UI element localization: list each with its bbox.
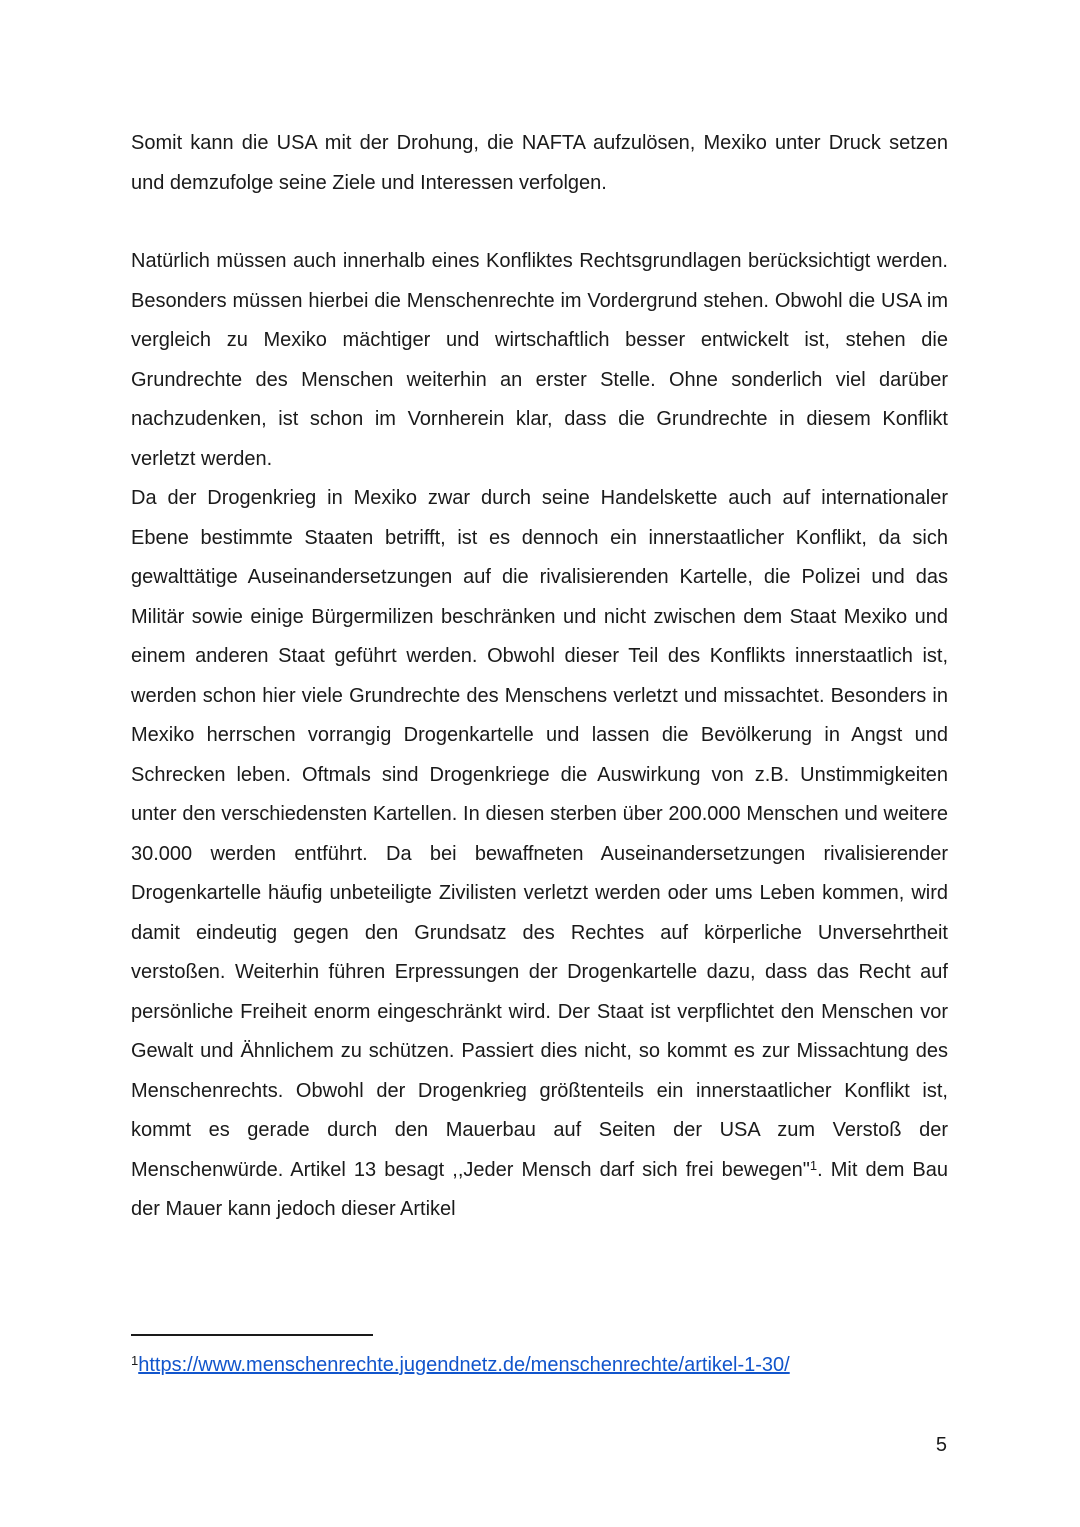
footnote bbox=[131, 1350, 790, 1380]
paragraph-3-tail: . Mit dem Bau der Mauer kann jedoch dieser Artikel bbox=[131, 1158, 948, 1220]
footnote-reference[interactable]: 1 bbox=[809, 1157, 818, 1173]
document-body bbox=[131, 124, 948, 1230]
paragraph-2: Natürlich müssen auch innerhalb eines Konfliktes Rechtsgrundlagen berücksichtigt werden. Besonders müssen hierbei die Menschenrechte im Vordergrund stehen. Obwohl die USA im vergleich zu Mexiko mächtiger und wirtschaftlich besser entwickelt ist, stehen die Grundrechte des Menschen weiterhin an erster Stelle. Ohne sonderlich viel darüber nachzudenken, ist schon im Vornherein klar, dass die Grundrechte in diesem Konflikt verletzt werden. bbox=[131, 250, 948, 470]
footnote-separator bbox=[131, 1334, 373, 1336]
paragraph-3 bbox=[131, 479, 948, 1230]
paragraph-gap bbox=[131, 203, 948, 242]
paragraph-3-text: Da der Drogenkrieg in Mexiko zwar durch seine Handelskette auch auf internationaler Ebene bestimmte Staaten betrifft, ist es dennoch ein innerstaatlicher Konflikt, da sich gewalttätige Auseinandersetzungen auf die rivalisierenden Kartelle, die Polizei und das Militär sowie einige Bürgermilizen beschränken und nicht zwischen dem Staat Mexiko und einem anderen Staat geführt werden. Obwohl dieser Teil des Konflikts innerstaatlich ist, werden schon hier viele Grundrechte des Menschens verletzt und missachtet. Besonders in Mexiko herrschen vorrangig Drogenkartelle und lassen die Bevölkerung in Angst und Schrecken leben. Oftmals sind Drogenkriege die Auswirkung von z.B. Unstimmigkeiten unter den verschiedensten Kartellen. In diesen sterben über 200.000 Menschen und weitere 30.000 werden entführt. Da bei bewaffneten Auseinandersetzungen rivalisierender Drogenkartelle häufig unbeteiligte Zivilisten verletzt werden oder ums Leben kommen, wird damit eindeutig gegen den Grundsatz des Rechtes auf körperliche Unversehrtheit verstoßen. Weiterhin führen Erpressungen der Drogenkartelle dazu, dass das Recht auf persönliche Freiheit enorm eingeschränkt wird. Der Staat ist verpflichtet den Menschen vor Gewalt und Ähnlichem zu schützen. Passiert dies nicht, so kommt es zur Missachtung des Menschenrechts. Obwohl der Drogenkrieg größtenteils ein innerstaatlicher Konflikt ist, kommt es gerade durch den Mauerbau auf Seiten der USA zum Verstoß der Menschenwürde. Artikel 13 besagt ,,Jeder Mensch darf sich frei bewegen" bbox=[131, 487, 948, 1181]
page-number: 5 bbox=[935, 1434, 947, 1456]
footnote-link[interactable]: https://www.menschenrechte.jugendnetz.de/menschenrechte/artikel-1-30/ bbox=[138, 1354, 790, 1376]
paragraph-1: Somit kann die USA mit der Drohung, die NAFTA aufzulösen, Mexiko unter Druck setzen und demzufolge seine Ziele und Interessen verfolgen. bbox=[131, 132, 948, 194]
footnote-mark: 1 bbox=[131, 1353, 139, 1368]
